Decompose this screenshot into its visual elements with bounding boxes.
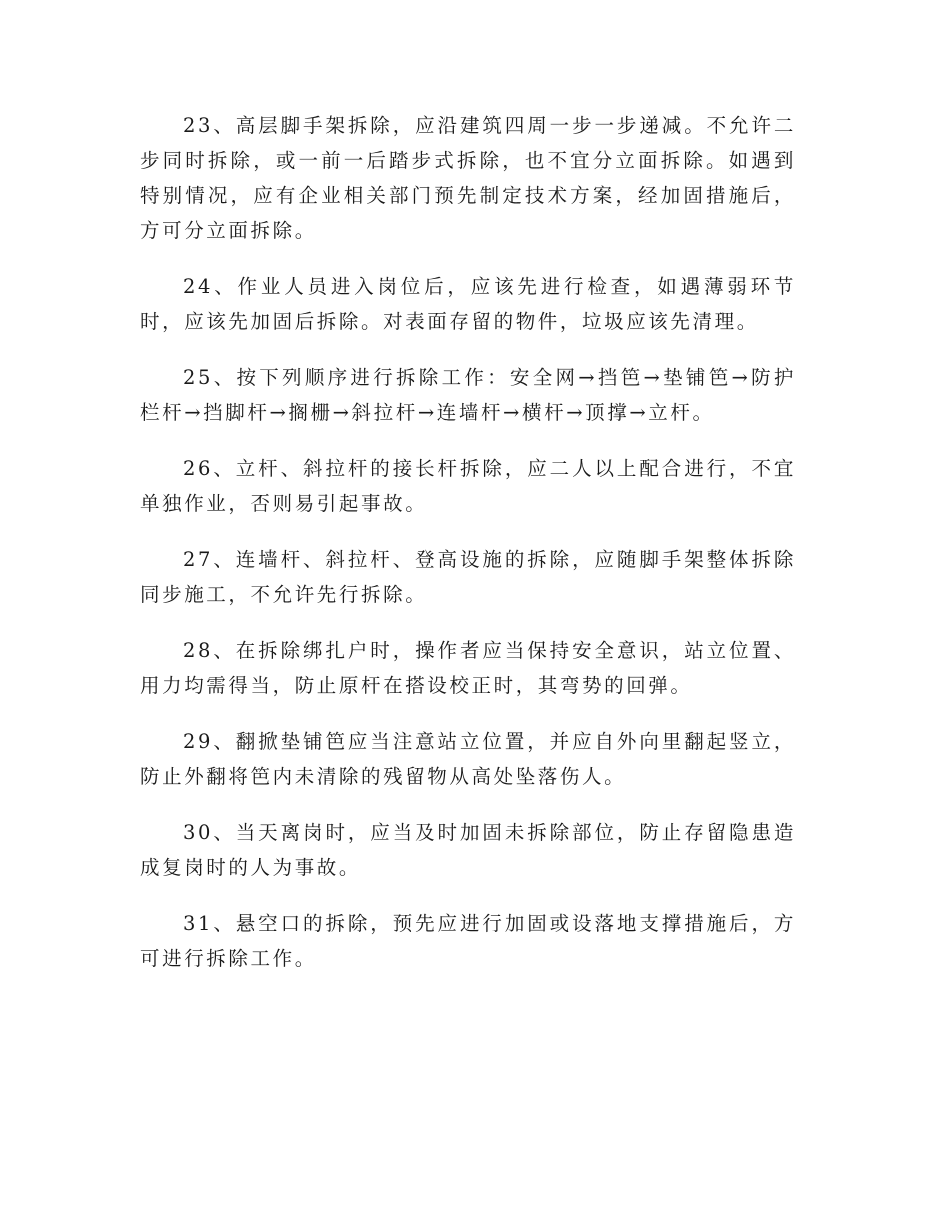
- document-body: [140, 108, 796, 997]
- paragraph-31: 31、悬空口的拆除，预先应进行加固或设落地支撑措施后，方可进行拆除工作。: [140, 912, 796, 970]
- paragraph-30: 30、当天离岗时，应当及时加固未拆除部位，防止存留隐患造成复岗时的人为事故。: [140, 821, 796, 879]
- paragraph-29: 29、翻掀垫铺笆应当注意站立位置，并应自外向里翻起竖立，防止外翻将笆内未清除的残留物从高处坠落伤人。: [140, 730, 796, 788]
- paragraph-24: 24、作业人员进入岗位后，应该先进行检查，如遇薄弱环节时，应该先加固后拆除。对表面存留的物件，垃圾应该先清理。: [140, 275, 796, 333]
- paragraph-27: 27、连墙杆、斜拉杆、登高设施的拆除，应随脚手架整体拆除同步施工，不允许先行拆除。: [140, 548, 796, 606]
- paragraph-28: 28、在拆除绑扎户时，操作者应当保持安全意识，站立位置、用力均需得当，防止原杆在搭设校正时，其弯势的回弹。: [140, 639, 796, 697]
- paragraph-25: 25、按下列顺序进行拆除工作：安全网→挡笆→垫铺笆→防护栏杆→挡脚杆→搁栅→斜拉杆→连墙杆→横杆→顶撑→立杆。: [140, 366, 796, 424]
- paragraph-26: 26、立杆、斜拉杆的接长杆拆除，应二人以上配合进行，不宜单独作业，否则易引起事故。: [140, 457, 796, 515]
- paragraph-23: 23、高层脚手架拆除，应沿建筑四周一步一步递减。不允许二步同时拆除，或一前一后踏步式拆除，也不宜分立面拆除。如遇到特别情况，应有企业相关部门预先制定技术方案，经加固措施后，方可分立面拆除。: [140, 114, 796, 242]
